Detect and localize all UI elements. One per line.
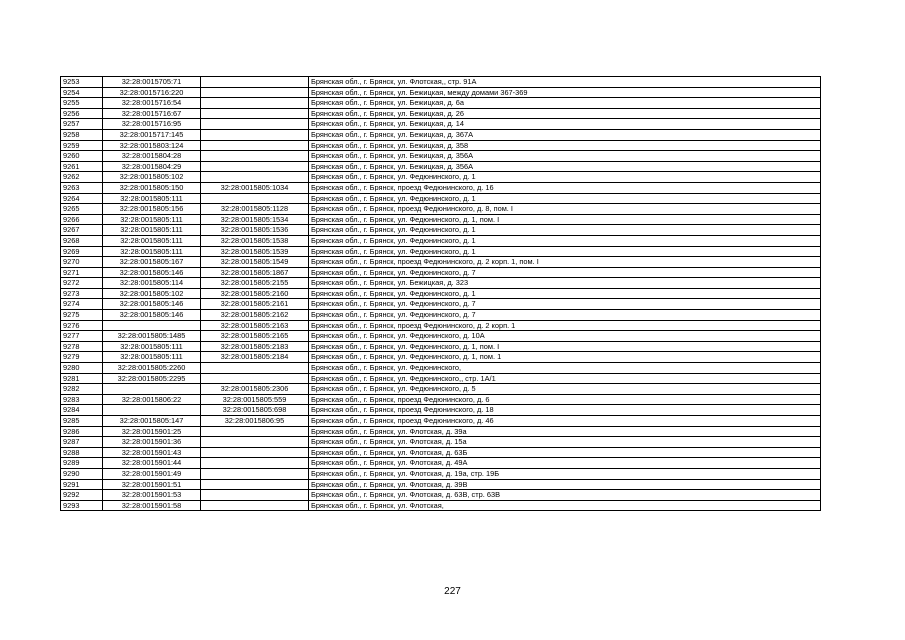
cadastral-number-cell: 32:28:0015805:111 [103, 214, 201, 225]
address-cell: Брянская обл., г. Брянск, ул. Бежицкая, между домами 367-369 [309, 87, 821, 98]
table-row [61, 235, 821, 246]
registry-table-body [61, 77, 821, 511]
building-cadastral-number-cell [201, 426, 309, 437]
row-number-cell: 9254 [61, 87, 103, 98]
address-cell: Брянская обл., г. Брянск, ул. Флотская, д. 39а [309, 426, 821, 437]
cadastral-number-cell: 32:28:0015805:156 [103, 204, 201, 215]
building-cadastral-number-cell: 32:28:0015805:1538 [201, 235, 309, 246]
address-cell: Брянская обл., г. Брянск, ул. Бежицкая, д. 323 [309, 278, 821, 289]
building-cadastral-number-cell [201, 77, 309, 88]
address-cell: Брянская обл., г. Брянск, ул. Федюнинского, д. 7 [309, 310, 821, 321]
address-cell: Брянская обл., г. Брянск, ул. Федюнинского, д. 7 [309, 299, 821, 310]
row-number-cell: 9288 [61, 447, 103, 458]
building-cadastral-number-cell [201, 172, 309, 183]
cadastral-number-cell: 32:28:0015805:111 [103, 352, 201, 363]
table-row [61, 288, 821, 299]
cadastral-number-cell: 32:28:0015901:51 [103, 479, 201, 490]
building-cadastral-number-cell: 32:28:0015805:2165 [201, 331, 309, 342]
table-row [61, 490, 821, 501]
address-cell: Брянская обл., г. Брянск, ул. Федюнинского, д. 7 [309, 267, 821, 278]
row-number-cell: 9273 [61, 288, 103, 299]
row-number-cell: 9265 [61, 204, 103, 215]
building-cadastral-number-cell: 32:28:0015805:2160 [201, 288, 309, 299]
cadastral-number-cell [103, 320, 201, 331]
building-cadastral-number-cell [201, 140, 309, 151]
cadastral-number-cell: 32:28:0015716:220 [103, 87, 201, 98]
building-cadastral-number-cell: 32:28:0015806:95 [201, 416, 309, 427]
table-row [61, 447, 821, 458]
row-number-cell: 9270 [61, 257, 103, 268]
property-registry-table [60, 76, 821, 511]
address-cell: Брянская обл., г. Брянск, проезд Федюнинского, д. 2 корп. 1, пом. I [309, 257, 821, 268]
row-number-cell: 9253 [61, 77, 103, 88]
table-row [61, 204, 821, 215]
cadastral-number-cell: 32:28:0015805:2295 [103, 373, 201, 384]
row-number-cell: 9272 [61, 278, 103, 289]
row-number-cell: 9260 [61, 151, 103, 162]
table-row [61, 320, 821, 331]
address-cell: Брянская обл., г. Брянск, ул. Бежицкая, д. 356А [309, 161, 821, 172]
address-cell: Брянская обл., г. Брянск, ул. Флотская, д. 39В [309, 479, 821, 490]
address-cell: Брянская обл., г. Брянск, ул. Федюнинского, д. 5 [309, 384, 821, 395]
row-number-cell: 9289 [61, 458, 103, 469]
row-number-cell: 9258 [61, 129, 103, 140]
table-row [61, 161, 821, 172]
cadastral-number-cell: 32:28:0015901:53 [103, 490, 201, 501]
cadastral-number-cell: 32:28:0015803:124 [103, 140, 201, 151]
building-cadastral-number-cell: 32:28:0015805:1867 [201, 267, 309, 278]
building-cadastral-number-cell: 32:28:0015805:2183 [201, 341, 309, 352]
cadastral-number-cell: 32:28:0015805:150 [103, 182, 201, 193]
address-cell: Брянская обл., г. Брянск, ул. Бежицкая, д. 367А [309, 129, 821, 140]
row-number-cell: 9259 [61, 140, 103, 151]
building-cadastral-number-cell [201, 447, 309, 458]
address-cell: Брянская обл., г. Брянск, ул. Флотская, д. 63Б [309, 447, 821, 458]
address-cell: Брянская обл., г. Брянск, проезд Федюнинского, д. 8, пом. I [309, 204, 821, 215]
building-cadastral-number-cell: 32:28:0015805:1549 [201, 257, 309, 268]
building-cadastral-number-cell: 32:28:0015805:2162 [201, 310, 309, 321]
building-cadastral-number-cell: 32:28:0015805:2184 [201, 352, 309, 363]
building-cadastral-number-cell [201, 87, 309, 98]
cadastral-number-cell: 32:28:0015805:111 [103, 341, 201, 352]
cadastral-number-cell: 32:28:0015805:2260 [103, 363, 201, 374]
building-cadastral-number-cell: 32:28:0015805:1128 [201, 204, 309, 215]
cadastral-number-cell: 32:28:0015901:49 [103, 468, 201, 479]
cadastral-number-cell: 32:28:0015804:29 [103, 161, 201, 172]
cadastral-number-cell [103, 384, 201, 395]
address-cell: Брянская обл., г. Брянск, ул. Федюнинского, д. 1 [309, 235, 821, 246]
address-cell: Брянская обл., г. Брянск, ул. Флотская, д. 19а, стр. 19Б [309, 468, 821, 479]
building-cadastral-number-cell [201, 108, 309, 119]
building-cadastral-number-cell: 32:28:0015805:698 [201, 405, 309, 416]
address-cell: Брянская обл., г. Брянск, ул. Федюнинского, д. 1 [309, 288, 821, 299]
table-row [61, 363, 821, 374]
table-row [61, 416, 821, 427]
table-row [61, 458, 821, 469]
table-row [61, 468, 821, 479]
cadastral-number-cell: 32:28:0015805:1485 [103, 331, 201, 342]
cadastral-number-cell: 32:28:0015805:102 [103, 288, 201, 299]
page-number: 227 [444, 586, 461, 597]
table-row [61, 193, 821, 204]
table-row [61, 267, 821, 278]
address-cell: Брянская обл., г. Брянск, ул. Флотская, [309, 500, 821, 511]
building-cadastral-number-cell [201, 129, 309, 140]
address-cell: Брянская обл., г. Брянск, ул. Флотская, д. 63В, стр. 63В [309, 490, 821, 501]
building-cadastral-number-cell [201, 458, 309, 469]
table-row [61, 119, 821, 130]
cadastral-number-cell: 32:28:0015901:43 [103, 447, 201, 458]
table-row [61, 500, 821, 511]
row-number-cell: 9268 [61, 235, 103, 246]
row-number-cell: 9276 [61, 320, 103, 331]
row-number-cell: 9293 [61, 500, 103, 511]
table-row [61, 129, 821, 140]
row-number-cell: 9291 [61, 479, 103, 490]
table-row [61, 87, 821, 98]
address-cell: Брянская обл., г. Брянск, ул. Федюнинского, д. 1 [309, 193, 821, 204]
building-cadastral-number-cell [201, 161, 309, 172]
address-cell: Брянская обл., г. Брянск, ул. Флотская, д. 49А [309, 458, 821, 469]
address-cell: Брянская обл., г. Брянск, проезд Федюнинского, д. 18 [309, 405, 821, 416]
cadastral-number-cell: 32:28:0015901:36 [103, 437, 201, 448]
table-row [61, 246, 821, 257]
address-cell: Брянская обл., г. Брянск, ул. Федюнинского, д. 1 [309, 225, 821, 236]
table-row [61, 172, 821, 183]
address-cell: Брянская обл., г. Брянск, ул. Бежицкая, д. 26 [309, 108, 821, 119]
cadastral-number-cell: 32:28:0015901:44 [103, 458, 201, 469]
cadastral-number-cell: 32:28:0015716:67 [103, 108, 201, 119]
row-number-cell: 9281 [61, 373, 103, 384]
row-number-cell: 9284 [61, 405, 103, 416]
building-cadastral-number-cell [201, 437, 309, 448]
row-number-cell: 9287 [61, 437, 103, 448]
table-row [61, 151, 821, 162]
table-row [61, 341, 821, 352]
address-cell: Брянская обл., г. Брянск, ул. Бежицкая, д. 358 [309, 140, 821, 151]
row-number-cell: 9267 [61, 225, 103, 236]
cadastral-number-cell: 32:28:0015805:167 [103, 257, 201, 268]
building-cadastral-number-cell: 32:28:0015805:559 [201, 394, 309, 405]
row-number-cell: 9285 [61, 416, 103, 427]
cadastral-number-cell: 32:28:0015805:102 [103, 172, 201, 183]
building-cadastral-number-cell [201, 119, 309, 130]
table-row [61, 214, 821, 225]
table-row [61, 140, 821, 151]
address-cell: Брянская обл., г. Брянск, ул. Федюнинского, д. 1 [309, 172, 821, 183]
building-cadastral-number-cell [201, 500, 309, 511]
table-row [61, 352, 821, 363]
address-cell: Брянская обл., г. Брянск, ул. Федюнинского,, стр. 1А/1 [309, 373, 821, 384]
row-number-cell: 9262 [61, 172, 103, 183]
row-number-cell: 9257 [61, 119, 103, 130]
cadastral-number-cell: 32:28:0015805:111 [103, 193, 201, 204]
cadastral-number-cell: 32:28:0015805:111 [103, 246, 201, 257]
building-cadastral-number-cell: 32:28:0015805:2155 [201, 278, 309, 289]
address-cell: Брянская обл., г. Брянск, ул. Бежицкая, д. 356А [309, 151, 821, 162]
table-row [61, 108, 821, 119]
cadastral-number-cell: 32:28:0015804:28 [103, 151, 201, 162]
row-number-cell: 9264 [61, 193, 103, 204]
row-number-cell: 9278 [61, 341, 103, 352]
building-cadastral-number-cell [201, 373, 309, 384]
address-cell: Брянская обл., г. Брянск, ул. Федюнинского, д. 1 [309, 246, 821, 257]
building-cadastral-number-cell [201, 490, 309, 501]
table-row [61, 405, 821, 416]
cadastral-number-cell: 32:28:0015806:22 [103, 394, 201, 405]
row-number-cell: 9282 [61, 384, 103, 395]
row-number-cell: 9261 [61, 161, 103, 172]
cadastral-number-cell: 32:28:0015805:146 [103, 299, 201, 310]
building-cadastral-number-cell [201, 151, 309, 162]
table-row [61, 394, 821, 405]
cadastral-number-cell: 32:28:0015805:111 [103, 225, 201, 236]
address-cell: Брянская обл., г. Брянск, проезд Федюнинского, д. 2 корп. 1 [309, 320, 821, 331]
table-row [61, 182, 821, 193]
cadastral-number-cell: 32:28:0015716:54 [103, 98, 201, 109]
building-cadastral-number-cell [201, 479, 309, 490]
table-row [61, 384, 821, 395]
row-number-cell: 9292 [61, 490, 103, 501]
building-cadastral-number-cell: 32:28:0015805:2306 [201, 384, 309, 395]
building-cadastral-number-cell: 32:28:0015805:2163 [201, 320, 309, 331]
table-row [61, 479, 821, 490]
cadastral-number-cell: 32:28:0015805:111 [103, 235, 201, 246]
row-number-cell: 9277 [61, 331, 103, 342]
address-cell: Брянская обл., г. Брянск, ул. Федюнинского, [309, 363, 821, 374]
address-cell: Брянская обл., г. Брянск, ул. Бежицкая, д. 6а [309, 98, 821, 109]
row-number-cell: 9274 [61, 299, 103, 310]
cadastral-number-cell: 32:28:0015717:145 [103, 129, 201, 140]
table-row [61, 437, 821, 448]
cadastral-number-cell: 32:28:0015805:146 [103, 310, 201, 321]
row-number-cell: 9279 [61, 352, 103, 363]
address-cell: Брянская обл., г. Брянск, ул. Федюнинского, д. 1, пом. I [309, 341, 821, 352]
cadastral-number-cell: 32:28:0015805:114 [103, 278, 201, 289]
table-row [61, 278, 821, 289]
row-number-cell: 9280 [61, 363, 103, 374]
cadastral-number-cell [103, 405, 201, 416]
address-cell: Брянская обл., г. Брянск, проезд Федюнинского, д. 16 [309, 182, 821, 193]
address-cell: Брянская обл., г. Брянск, ул. Бежицкая, д. 14 [309, 119, 821, 130]
row-number-cell: 9266 [61, 214, 103, 225]
address-cell: Брянская обл., г. Брянск, ул. Федюнинского, д. 1, пом. I [309, 214, 821, 225]
building-cadastral-number-cell [201, 98, 309, 109]
row-number-cell: 9263 [61, 182, 103, 193]
address-cell: Брянская обл., г. Брянск, ул. Флотская,, стр. 91А [309, 77, 821, 88]
table-row [61, 373, 821, 384]
address-cell: Брянская обл., г. Брянск, проезд Федюнинского, д. 6 [309, 394, 821, 405]
row-number-cell: 9290 [61, 468, 103, 479]
address-cell: Брянская обл., г. Брянск, проезд Федюнинского, д. 46 [309, 416, 821, 427]
table-row [61, 257, 821, 268]
table-row [61, 225, 821, 236]
address-cell: Брянская обл., г. Брянск, ул. Федюнинского, д. 1, пом. 1 [309, 352, 821, 363]
building-cadastral-number-cell: 32:28:0015805:1534 [201, 214, 309, 225]
table-row [61, 77, 821, 88]
address-cell: Брянская обл., г. Брянск, ул. Федюнинского, д. 10А [309, 331, 821, 342]
building-cadastral-number-cell [201, 363, 309, 374]
cadastral-number-cell: 32:28:0015901:58 [103, 500, 201, 511]
row-number-cell: 9286 [61, 426, 103, 437]
table-row [61, 98, 821, 109]
row-number-cell: 9256 [61, 108, 103, 119]
building-cadastral-number-cell: 32:28:0015805:1034 [201, 182, 309, 193]
building-cadastral-number-cell: 32:28:0015805:1539 [201, 246, 309, 257]
row-number-cell: 9269 [61, 246, 103, 257]
building-cadastral-number-cell [201, 193, 309, 204]
row-number-cell: 9283 [61, 394, 103, 405]
cadastral-number-cell: 32:28:0015805:146 [103, 267, 201, 278]
cadastral-number-cell: 32:28:0015716:95 [103, 119, 201, 130]
building-cadastral-number-cell: 32:28:0015805:2161 [201, 299, 309, 310]
cadastral-number-cell: 32:28:0015705:71 [103, 77, 201, 88]
cadastral-number-cell: 32:28:0015901:25 [103, 426, 201, 437]
table-row [61, 331, 821, 342]
table-row [61, 299, 821, 310]
building-cadastral-number-cell [201, 468, 309, 479]
cadastral-number-cell: 32:28:0015805:147 [103, 416, 201, 427]
table-row [61, 426, 821, 437]
building-cadastral-number-cell: 32:28:0015805:1536 [201, 225, 309, 236]
row-number-cell: 9275 [61, 310, 103, 321]
row-number-cell: 9255 [61, 98, 103, 109]
table-row [61, 310, 821, 321]
row-number-cell: 9271 [61, 267, 103, 278]
address-cell: Брянская обл., г. Брянск, ул. Флотская, д. 15а [309, 437, 821, 448]
